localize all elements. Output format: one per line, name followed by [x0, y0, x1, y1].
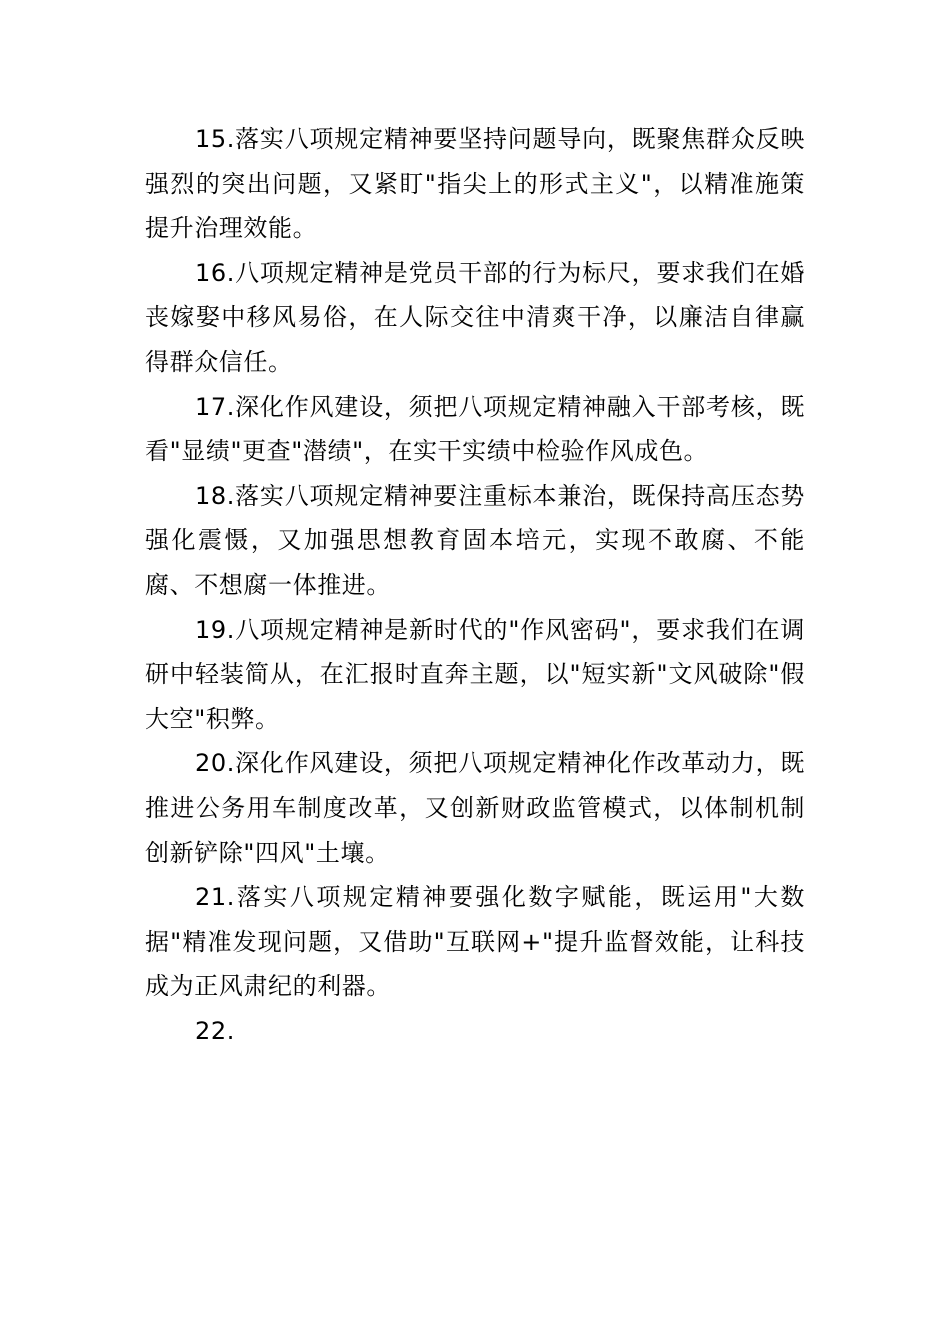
paragraph-16: 16.八项规定精神是党员干部的行为标尺，要求我们在婚丧嫁娶中移风易俗，在人际交往中清爽干净，以廉洁自律赢得群众信任。	[145, 258, 805, 376]
paragraph-22: 22.	[195, 1016, 235, 1045]
document-body	[145, 117, 805, 1053]
paragraph-18: 18.落实八项规定精神要注重标本兼治，既保持高压态势强化震慑，又加强思想教育固本培元，实现不敢腐、不能腐、不想腐一体推进。	[145, 481, 805, 599]
paragraph-19: 19.八项规定精神是新时代的"作风密码"，要求我们在调研中轻装简从，在汇报时直奔主题，以"短实新"文风破除"假大空"积弊。	[145, 615, 805, 733]
paragraph-17: 17.深化作风建设，须把八项规定精神融入干部考核，既看"显绩"更查"潜绩"，在实干实绩中检验作风成色。	[145, 392, 805, 466]
paragraph-15: 15.落实八项规定精神要坚持问题导向，既聚焦群众反映强烈的突出问题，又紧盯"指尖上的形式主义"，以精准施策提升治理效能。	[145, 125, 805, 243]
paragraph-21: 21.落实八项规定精神要强化数字赋能，既运用"大数据"精准发现问题，又借助"互联网+"提升监督效能，让科技成为正风肃纪的利器。	[145, 883, 805, 1001]
paragraph-20: 20.深化作风建设，须把八项规定精神化作改革动力，既推进公务用车制度改革，又创新财政监管模式，以体制机制创新铲除"四风"土壤。	[145, 749, 805, 867]
